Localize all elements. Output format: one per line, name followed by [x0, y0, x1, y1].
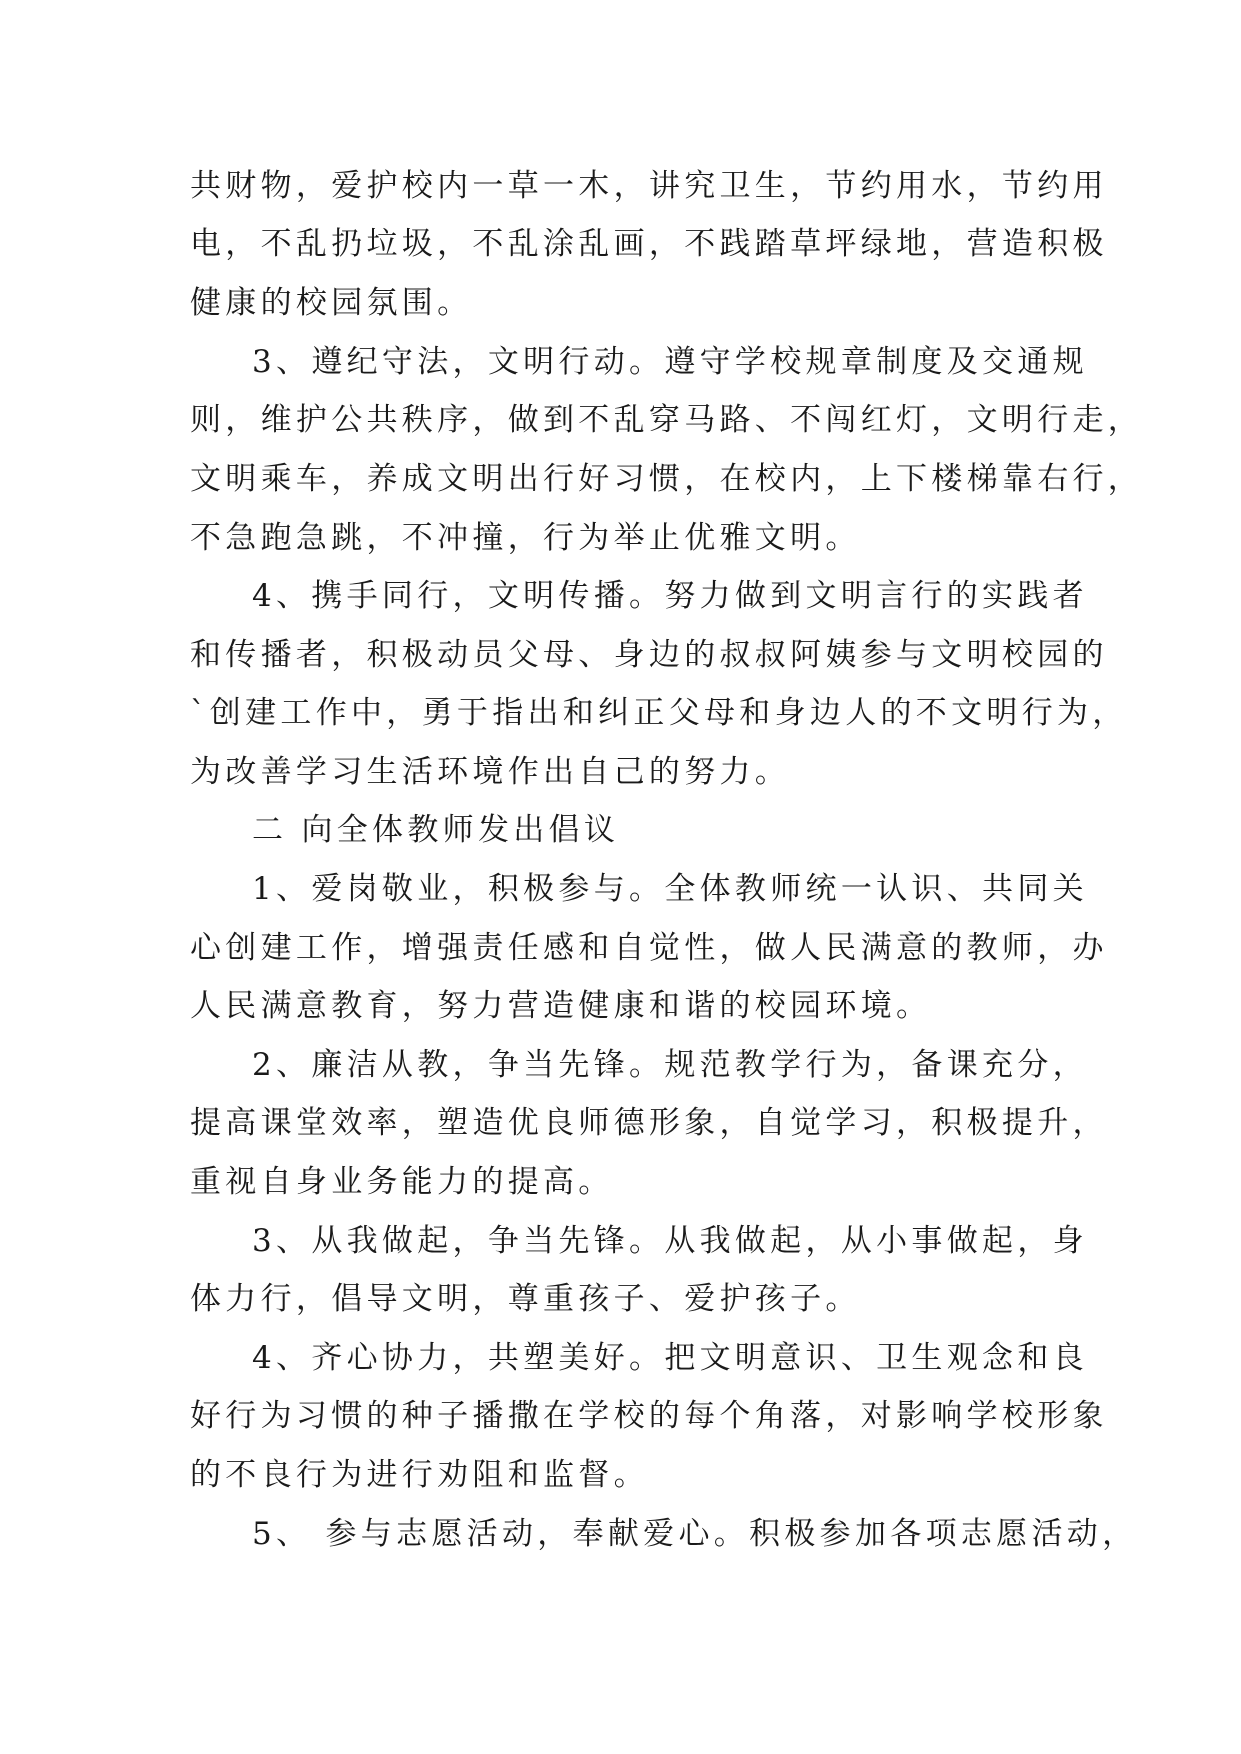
text-line: 健康的校园氛围。 [190, 285, 473, 321]
text-line: 的不良行为进行劝阻和监督。 [190, 1457, 649, 1493]
text-line: 文明乘车，养成文明出行好习惯，在校内，上下楼梯靠右行， [190, 461, 1144, 497]
text-line: 则，维护公共秩序，做到不乱穿马路、不闯红灯，文明行走， [190, 402, 1144, 438]
text-line: 为改善学习生活环境作出自己的努力。 [190, 754, 791, 790]
text-line: 体力行，倡导文明，尊重孩子、爱护孩子。 [190, 1281, 861, 1317]
text-line: 不急跑急跳，不冲撞，行为举止优雅文明。 [190, 520, 861, 556]
section-heading: 二 向全体教师发出倡议 [252, 812, 620, 848]
text-line: 心创建工作，增强责任感和自觉性，做人民满意的教师，办 [190, 930, 1108, 966]
text-line: 提高课堂效率，塑造优良师德形象，自觉学习，积极提升， [190, 1105, 1108, 1141]
text-line: 3、从我做起，争当先锋。从我做起，从小事做起，身 [252, 1223, 1088, 1259]
text-line: 重视自身业务能力的提高。 [190, 1164, 614, 1200]
text-line: 共财物，爱护校内一草一木，讲究卫生，节约用水，节约用 [190, 168, 1108, 204]
text-line: 3、遵纪守法，文明行动。遵守学校规章制度及交通规 [252, 344, 1088, 380]
text-line: 4、齐心协力，共塑美好。把文明意识、卫生观念和良 [252, 1340, 1088, 1376]
text-line: `创建工作中，勇于指出和纠正父母和身边人的不文明行为， [190, 695, 1128, 731]
text-line: 好行为习惯的种子播撒在学校的每个角落，对影响学校形象 [190, 1398, 1108, 1434]
text-line: 1、爱岗敬业，积极参与。全体教师统一认识、共同关 [252, 871, 1088, 907]
text-line: 电，不乱扔垃圾，不乱涂乱画，不践踏草坪绿地，营造积极 [190, 226, 1108, 262]
text-line: 人民满意教育，努力营造健康和谐的校园环境。 [190, 988, 932, 1024]
text-line: 5、 参与志愿活动，奉献爱心。积极参加各项志愿活动， [252, 1516, 1138, 1552]
text-line: 和传播者，积极动员父母、身边的叔叔阿姨参与文明校园的 [190, 637, 1108, 673]
text-line: 2、廉洁从教，争当先锋。规范教学行为，备课充分， [252, 1047, 1088, 1083]
text-line: 4、携手同行，文明传播。努力做到文明言行的实践者 [252, 578, 1088, 614]
